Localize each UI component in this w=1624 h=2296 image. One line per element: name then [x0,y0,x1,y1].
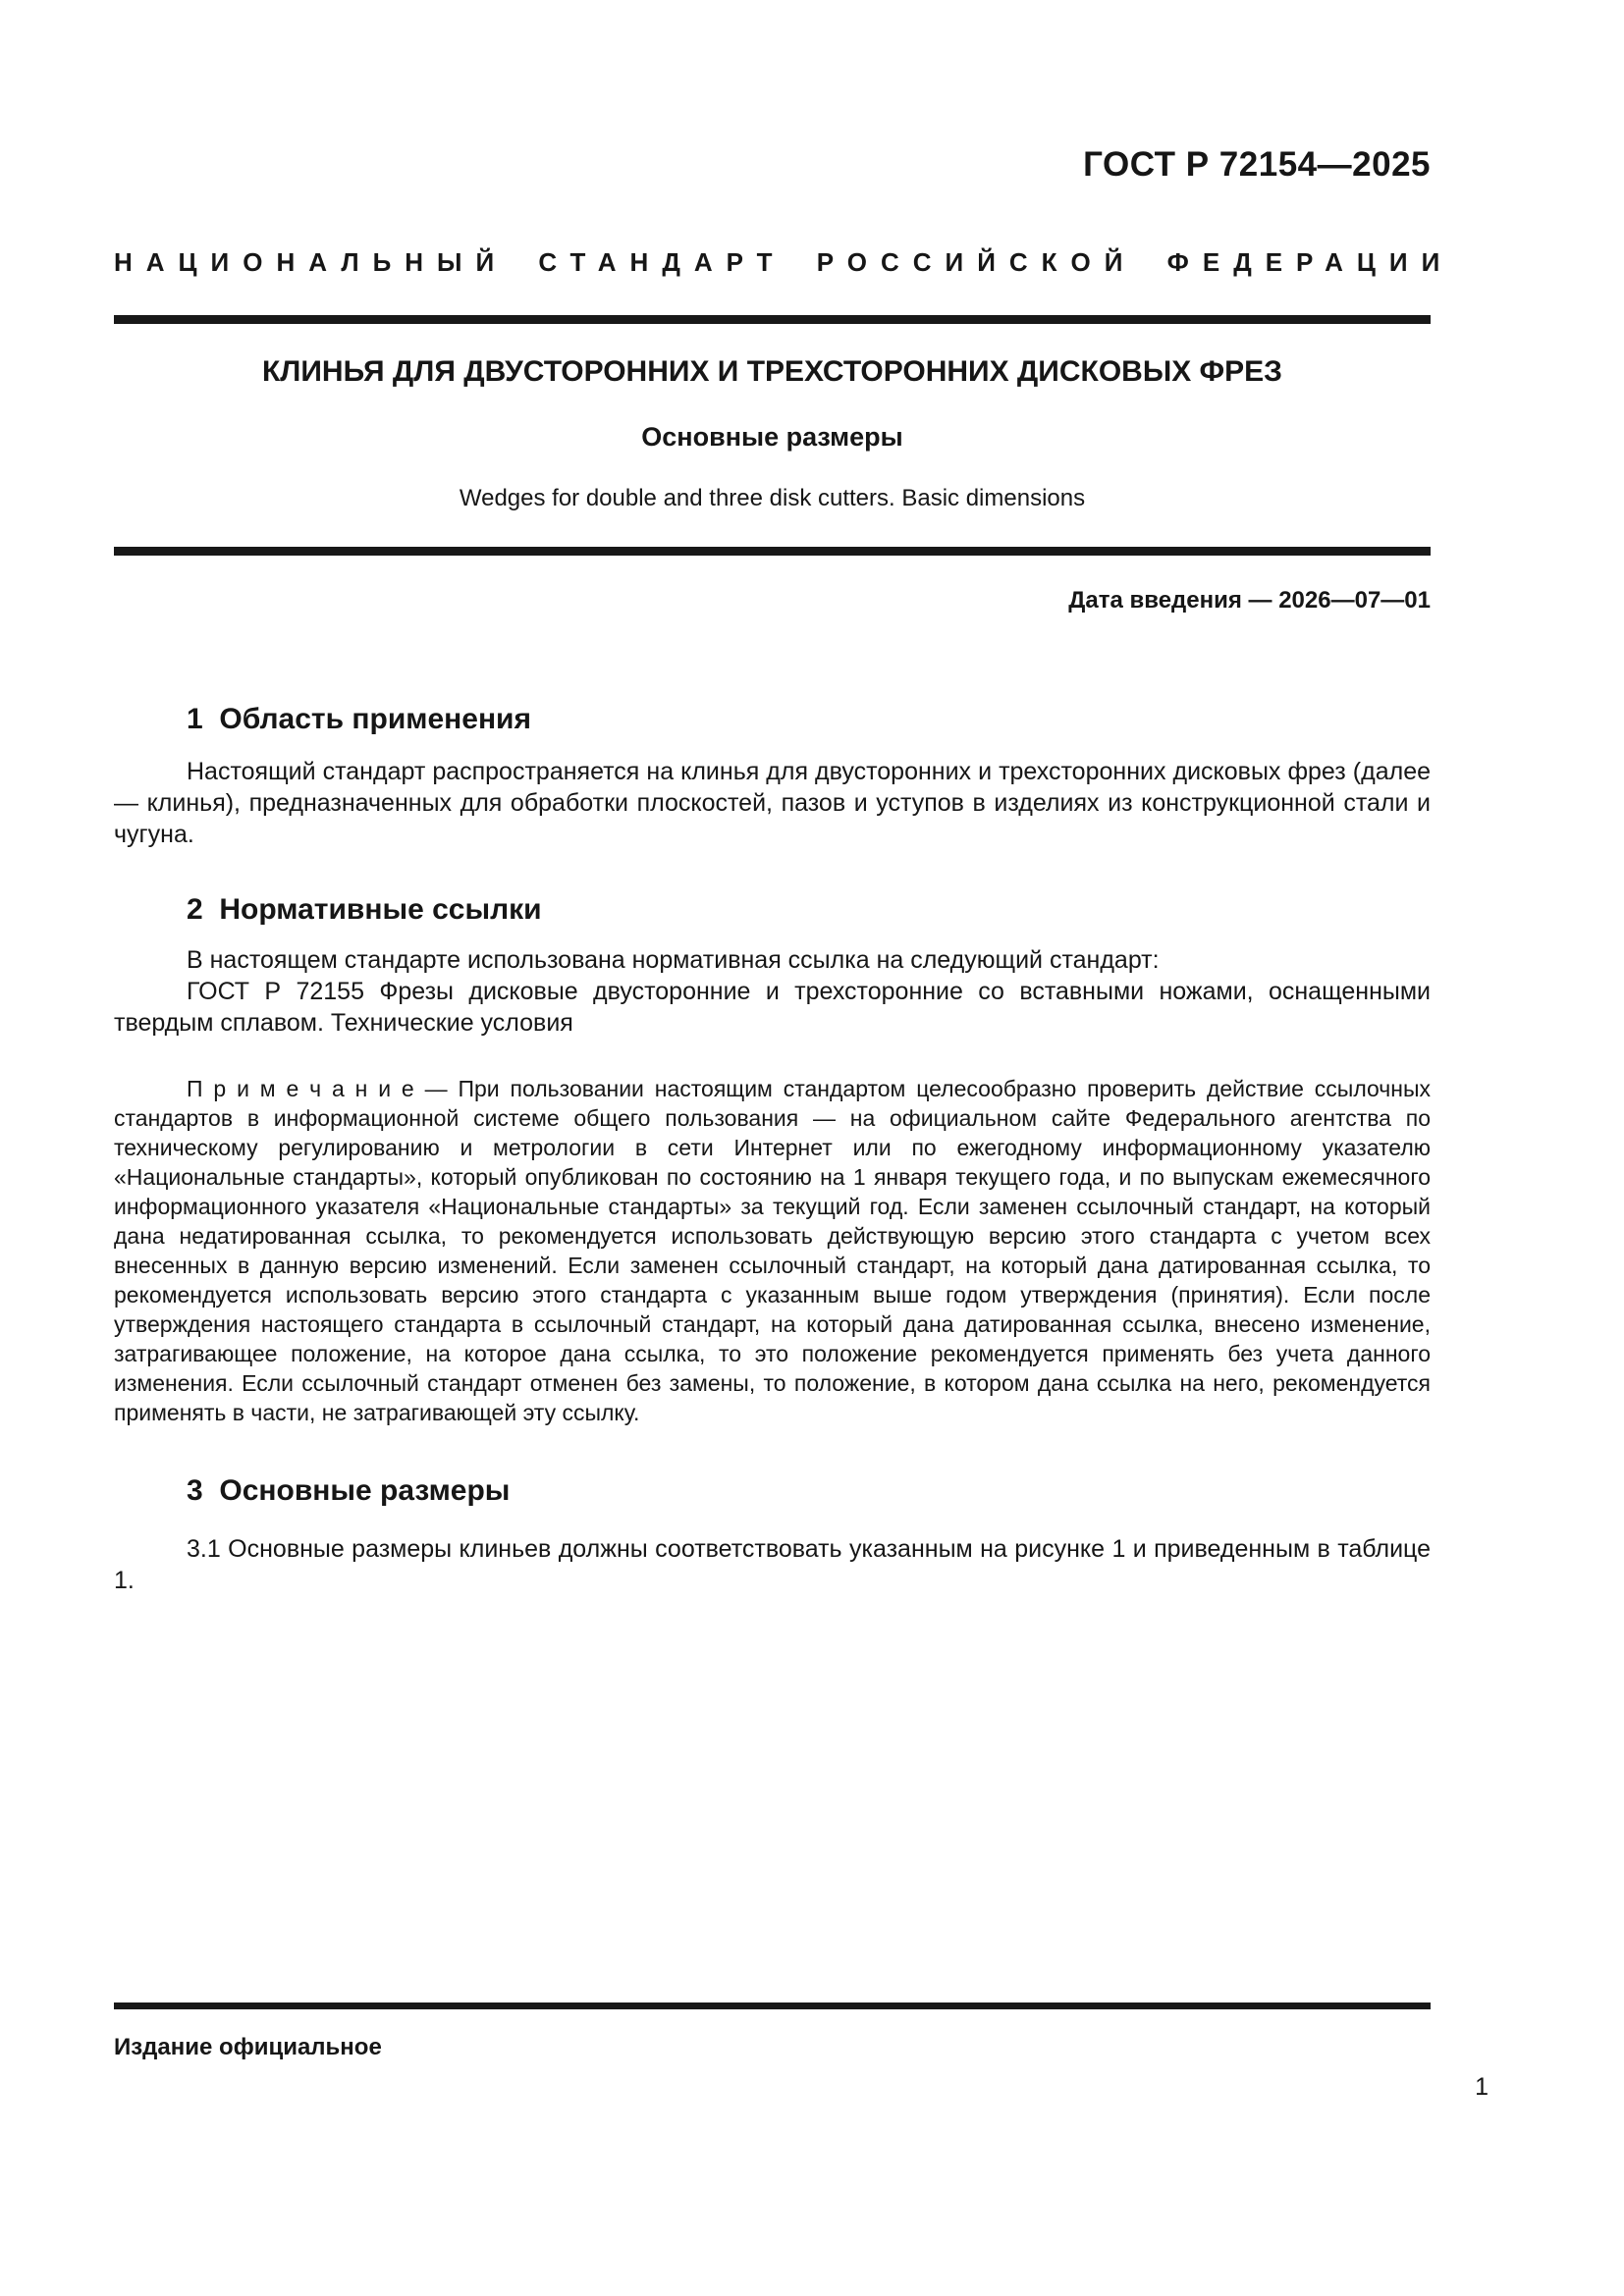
section-1-heading: 1 Область применения [187,703,532,735]
effective-date: Дата введения — 2026—07—01 [1068,587,1431,614]
section-2-body [114,944,1431,1039]
document-subtitle: Основные размеры [641,422,903,452]
note-paragraph: П р и м е ч а н и е — При пользовании настоящим стандартом целесообразно проверить действие ссылочных стандартов в информационной системе общего пользования — на официальном сайте Федерального агентства по техническому регулированию и метрологии в сети Интернет или по ежегодному информационному указателю «Национальные стандарты», который опубликован по состоянию на 1 января текущего года, и по выпускам ежемесячного информационного указателя «Национальные стандарты» за текущий год. Если заменен ссылочный стандарт, на который дана недатированная ссылка, то рекомендуется использовать действующую версию этого стандарта с учетом всех внесенных в данную версию изменений. Если заменен ссылочный стандарт, на который дана датированная ссылка, то рекомендуется использовать версию этого стандарта с указанным выше годом утверждения (принятия). Если после утверждения настоящего стандарта в ссылочный стандарт, на который дана датированная ссылка, внесено изменение, затрагивающее положение, на которое дана ссылка, то это положение рекомендуется применять без учета данного изменения. Если ссылочный стандарт отменен без замены, то положение, в котором дана ссылка на него, рекомендуется применять в части, не затрагивающей эту ссылку. [114,1076,1431,1425]
section-2-heading: 2 Нормативные ссылки [187,893,542,926]
doc-code: ГОСТ Р 72154—2025 [1083,145,1431,184]
paragraph: В настоящем стандарте использована нормативная ссылка на следующий стандарт: [187,946,1160,974]
section-2-note [114,1074,1431,1427]
page-number: 1 [1475,2073,1489,2101]
national-standard-heading: НАЦИОНАЛЬНЫЙ СТАНДАРТ РОССИЙСКОЙ ФЕДЕРАЦИИ [114,247,1454,277]
paragraph: ГОСТ Р 72155 Фрезы дисковые двусторонние и трехсторонние со вставными ножами, оснащенными твердым сплавом. Технические условия [114,978,1431,1037]
top-divider [114,315,1431,324]
document-title-english: Wedges for double and three disk cutters. Basic dimensions [459,485,1086,511]
paragraph: Настоящий стандарт распространяется на клинья для двусторонних и трехсторонних дисковых фрез (далее — клинья), предназначенных для обработки плоскостей, пазов и уступов в изделиях из конструкционной стали и чугуна. [114,758,1431,848]
paragraph: 3.1 Основные размеры клиньев должны соответствовать указанным на рисунке 1 и приведенным в таблице 1. [114,1535,1431,1594]
footer-divider [114,2002,1431,2009]
section-3-heading: 3 Основные размеры [187,1474,511,1507]
official-edition-label: Издание официальное [114,2034,382,2060]
section-3-body [114,1533,1431,1596]
title-divider [114,547,1431,556]
section-1-body [114,756,1431,850]
document-title: КЛИНЬЯ ДЛЯ ДВУСТОРОННИХ И ТРЕХСТОРОННИХ ДИСКОВЫХ ФРЕЗ [262,355,1282,388]
